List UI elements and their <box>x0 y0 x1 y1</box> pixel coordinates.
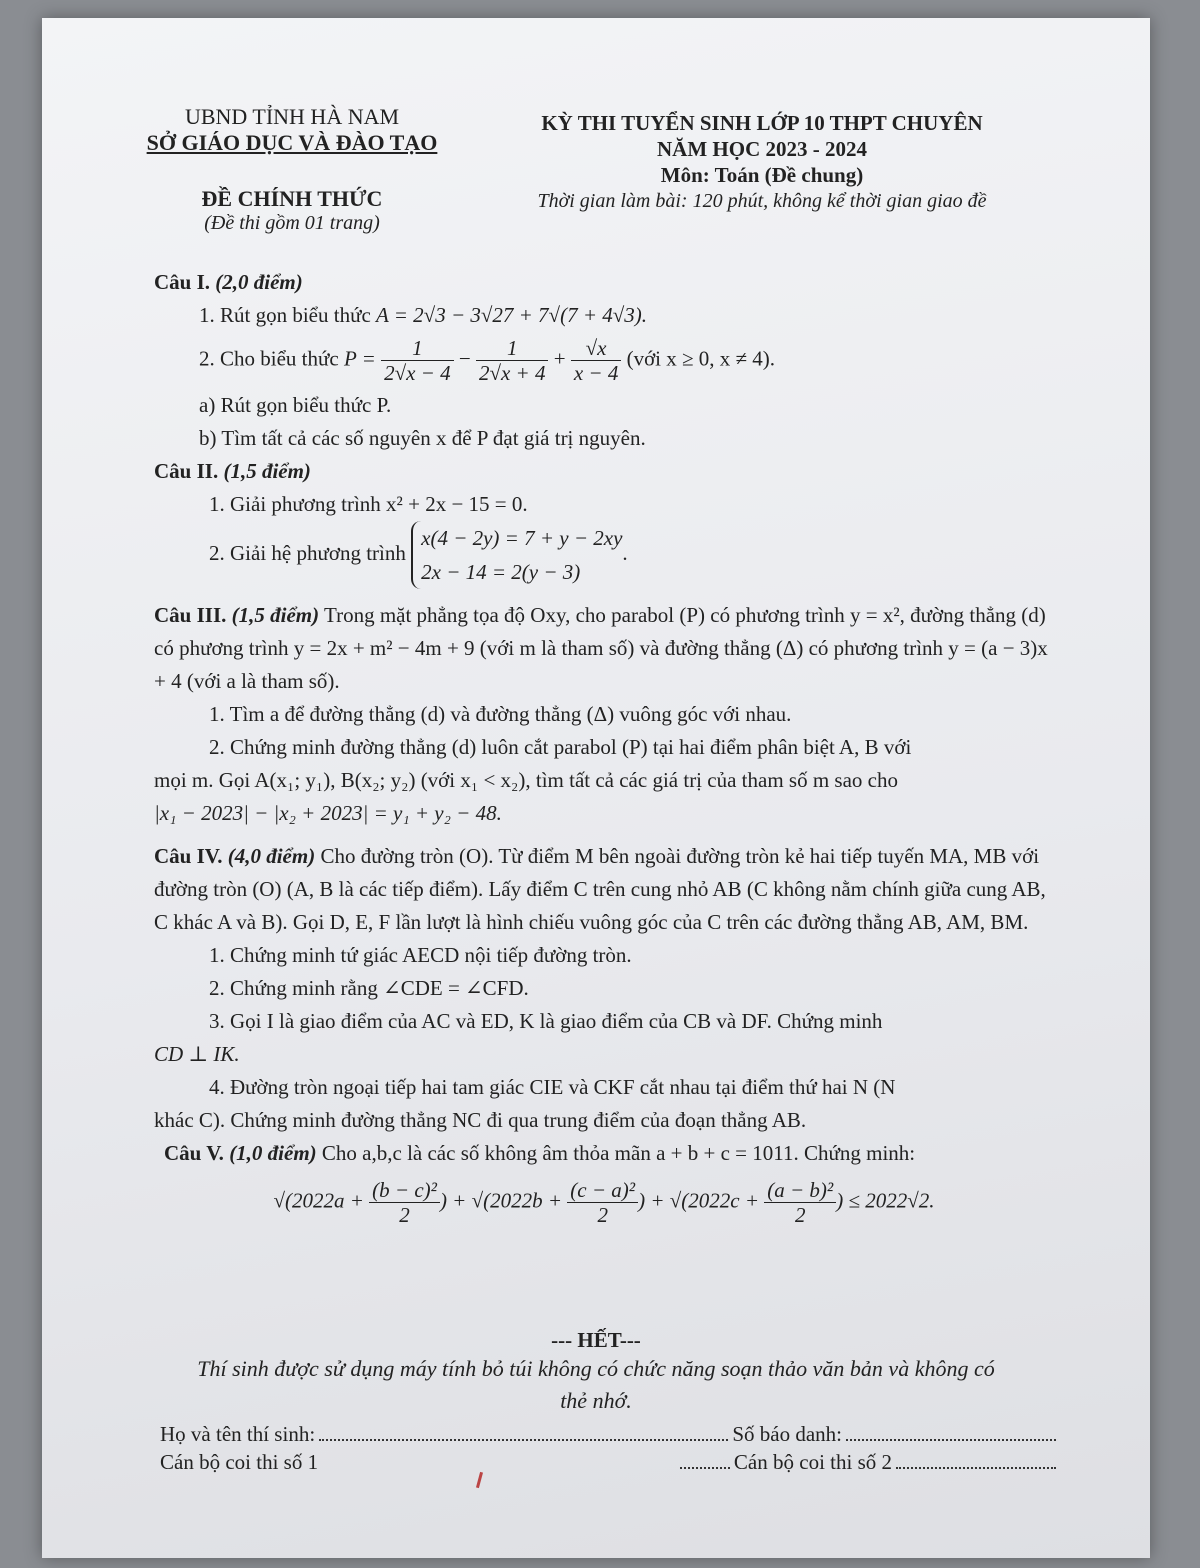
name-dots <box>319 1420 728 1441</box>
questions <box>154 266 1054 1235</box>
candidate-name-label: Họ và tên thí sinh: <box>160 1422 316 1446</box>
end-section <box>42 1328 1150 1417</box>
exam-sheet <box>42 18 1150 1558</box>
end-marker: --- HẾT--- <box>551 1328 641 1352</box>
header-right <box>512 110 1012 214</box>
time-limit: Thời gian làm bài: 120 phút, không kể thời gian giao đề <box>537 190 987 212</box>
q2-part2: 2. Giải hệ phương trình x(4 − 2y) = 7 + y − 2xy 2x − 14 = 2(y − 3) . <box>154 521 1054 589</box>
school-year: NĂM HỌC 2023 - 2024 <box>657 137 867 161</box>
org-line-2: SỞ GIÁO DỤC VÀ ĐÀO TẠO <box>146 130 438 155</box>
q1-part2b: b) Tìm tất cả các số nguyên x để P đạt giá trị nguyên. <box>199 426 646 450</box>
q4-part4-line2: khác C). Chứng minh đường thẳng NC đi qua trung điểm của đoạn thẳng AB. <box>154 1108 807 1132</box>
page-count: (Đề thi gồm 01 trang) <box>204 212 380 234</box>
q3-part2-line1: 2. Chứng minh đường thẳng (d) luôn cắt parabol (P) tại hai điểm phân biệt A, B với <box>209 735 912 759</box>
id-dots <box>846 1420 1056 1441</box>
q4-part4-line1: 4. Đường tròn ngoại tiếp hai tam giác CIE và CKF cắt nhau tại điểm thứ hai N (N <box>209 1075 896 1099</box>
q4-part1: 1. Chứng minh tứ giác AECD nội tiếp đường tròn. <box>209 943 632 967</box>
calculator-note: Thí sinh được sử dụng máy tính bỏ túi không có chức năng soạn thảo văn bản và không có thẻ nhớ. <box>197 1356 995 1413</box>
q4-part3-line1: 3. Gọi I là giao điểm của AC và ED, K là giao điểm của CB và DF. Chứng minh <box>209 1009 883 1033</box>
q4-intro: Câu IV. (4,0 điểm) Cho đường tròn (O). Từ điểm M bên ngoài đường tròn kẻ hai tiếp tuyến MA, MB với đường tròn (O) (A, B là các tiếp điểm). Lấy điểm C trên cung nhỏ AB (C không nằm chính giữa cung AB, C khác A và B). Gọi D, E, F lần lượt là hình chiếu vuông góc của C trên các đường thẳng AB, AM, BM. <box>154 844 1046 934</box>
header-left <box>142 104 442 235</box>
q3-part2-condition: |x₁ − 2023| − |x₂ + 2023| = y₁ + y₂ − 48. <box>154 801 502 825</box>
fraction-2: $\frac{1}{2√x + 4}$ <box>476 336 549 385</box>
exam-title: KỲ THI TUYỂN SINH LỚP 10 THPT CHUYÊN <box>541 111 983 135</box>
q5-intro: Câu V. (1,0 điểm) Cho a,b,c là các số không âm thỏa mãn a + b + c = 1011. Chứng minh: <box>164 1141 916 1165</box>
proctor-1-label: Cán bộ coi thi số 1 <box>160 1450 319 1474</box>
official-label: ĐỀ CHÍNH THỨC <box>201 186 383 211</box>
candidate-row <box>160 1420 1060 1448</box>
q4-part3-line2: CD ⊥ IK. <box>154 1042 240 1066</box>
q2-heading: Câu II. (1,5 điểm) <box>154 459 311 483</box>
proctor-2-label: Cán bộ coi thi số 2 <box>733 1450 892 1474</box>
q3-part2-line2: mọi m. Gọi A(x₁; y₁), B(x₂; y₂) (với x₁ < x₂), tìm tất cả các giá trị của tham số m sao cho <box>154 768 898 792</box>
q4-part2: 2. Chứng minh rằng ∠CDE = ∠CFD. <box>209 976 529 1000</box>
org-line-1: UBND TỈNH HÀ NAM <box>184 104 400 129</box>
q3-intro: Câu III. (1,5 điểm) Trong mặt phẳng tọa độ Oxy, cho parabol (P) có phương trình y = x², đường thẳng (d) có phương trình y = 2x + m² − 4m + 9 (với m là tham số) và đường thẳng (Δ) có phương trình y = (a − 3)x + 4 (với a là tham số). <box>154 603 1048 693</box>
q1-heading: Câu I. (2,0 điểm) <box>154 270 303 294</box>
q1-part2: 2. Cho biểu thức P = $\frac{1}{2√x - 4}$ − $\frac{1}{2√x + 4}$ + $\frac{√x}{x - 4}$ (với x ≥ 0, x ≠ 4). <box>199 336 776 385</box>
q2-part1: 1. Giải phương trình x² + 2x − 15 = 0. <box>209 492 528 516</box>
footer <box>160 1420 1060 1476</box>
candidate-id-label: Số báo danh: <box>732 1422 842 1446</box>
fraction-1: $\frac{1}{2√x - 4}$ <box>381 336 454 385</box>
proctor-row <box>160 1448 1060 1476</box>
q1-part2a: a) Rút gọn biểu thức P. <box>199 393 392 417</box>
q3-part1: 1. Tìm a để đường thẳng (d) và đường thẳng (Δ) vuông góc với nhau. <box>209 702 792 726</box>
equation-system: x(4 − 2y) = 7 + y − 2xy 2x − 14 = 2(y − 3) <box>411 521 622 589</box>
subject: Môn: Toán (Đề chung) <box>660 163 864 187</box>
q1-part1: 1. Rút gọn biểu thức A = 2√3 − 3√27 + 7√(7 + 4√3). <box>199 303 648 327</box>
fraction-3: $\frac{√x}{x - 4}$ <box>571 336 622 385</box>
q5-inequality: √(2022a + $\frac{\text{(b − c)²}}{2}$ ) + √(2022b + $\frac{\text{(c − a)²}}{2}$ ) + √(2022c + $\frac{\text{(a − b)²}}{2}$ ) ≤ 2022√2. <box>273 1178 935 1227</box>
